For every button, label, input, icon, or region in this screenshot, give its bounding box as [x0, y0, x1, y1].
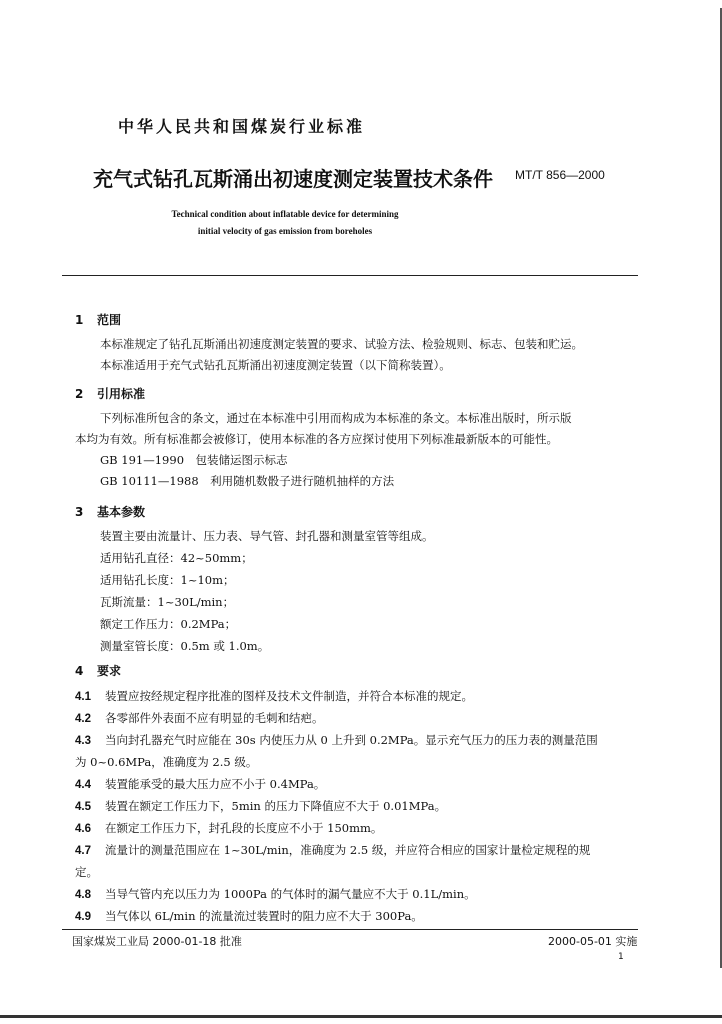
- parameter-line: 瓦斯流量：1~30L/min；: [100, 595, 235, 609]
- clause-text: 装置在额定工作压力下，5min 的压力下降值应不大于 0.01MPa。: [105, 799, 447, 813]
- english-title-line-1: Technical condition about inflatable device for determining: [171, 209, 399, 219]
- clause-number: 4.7: [75, 845, 91, 857]
- requirement-item: [75, 732, 598, 748]
- parameter-line: 适用钻孔直径：42~50mm；: [100, 551, 253, 565]
- clause-number: 4.5: [75, 801, 91, 813]
- section-number: 3: [75, 505, 84, 519]
- section-title: 要求: [97, 664, 122, 678]
- title-divider: [62, 275, 638, 276]
- page-number: 1: [618, 952, 624, 962]
- clause-text: 定。: [75, 865, 98, 879]
- clause-text: 各零部件外表面不应有明显的毛刺和结疤。: [105, 711, 324, 725]
- section-4-heading: [75, 662, 121, 679]
- section-2-paragraph-line-1: 下列标准所包含的条文，通过在本标准中引用而构成为本标准的条文。本标准出版时，所示版: [100, 411, 572, 425]
- requirement-item: [75, 886, 476, 902]
- section-1-heading: [75, 311, 121, 328]
- clause-number: 4.9: [75, 911, 91, 923]
- requirement-item: [75, 776, 325, 792]
- clause-text: 当导气管内充以压力为 1000Pa 的气体时的漏气量应不大于 0.1L/min。: [105, 887, 476, 901]
- parameter-line: 装置主要由流量计、压力表、导气管、封孔器和测量室管等组成。: [100, 529, 434, 543]
- clause-text: 流量计的测量范围应在 1~30L/min，准确度为 2.5 级，并应符合相应的国家计量检定规程的规: [105, 843, 591, 857]
- clause-text: 当气体以 6L/min 的流量流过装置时的阻力应不大于 300Pa。: [105, 909, 423, 923]
- parameter-line: 测量室管长度：0.5m 或 1.0m。: [100, 639, 270, 653]
- requirement-item-continuation: [75, 754, 257, 770]
- clause-text: 装置能承受的最大压力应不小于 0.4MPa。: [105, 777, 326, 791]
- section-2-paragraph-line-2: 本均为有效。所有标准都会被修订，使用本标准的各方应探讨使用下列标准最新版本的可能性。: [75, 432, 558, 446]
- section-number: 1: [75, 313, 84, 327]
- clause-number: 4.8: [75, 889, 91, 901]
- requirement-item-continuation: [75, 864, 98, 880]
- clause-text: 当向封孔器充气时应能在 30s 内使压力从 0 上升到 0.2MPa。显示充气压力的压力表的测量范围: [105, 733, 598, 747]
- reference-standard-1: GB 191—1990 包装储运图示标志: [100, 453, 288, 467]
- clause-text: 为 0~0.6MPa，准确度为 2.5 级。: [75, 755, 258, 769]
- requirement-item: [75, 688, 473, 704]
- clause-number: 4.4: [75, 779, 91, 791]
- section-1-paragraph-2: 本标准适用于充气式钻孔瓦斯涌出初速度测定装置（以下简称装置）。: [100, 358, 451, 372]
- requirement-item: [75, 842, 590, 858]
- scan-edge-bottom: [0, 1015, 722, 1018]
- english-title-line-2: initial velocity of gas emission from boreholes: [197, 226, 373, 236]
- issuing-authority-header: 中华人民共和国煤炭行业标准: [118, 117, 366, 136]
- requirement-item: [75, 710, 324, 726]
- reference-standard-2: GB 10111—1988 利用随机数骰子进行随机抽样的方法: [100, 474, 395, 488]
- clause-text: 装置应按经规定程序批准的图样及技术文件制造，并符合本标准的规定。: [105, 689, 473, 703]
- standard-title: 充气式钻孔瓦斯涌出初速度测定装置技术条件: [93, 167, 493, 191]
- footer-divider: [62, 929, 638, 930]
- clause-number: 4.2: [75, 713, 91, 725]
- section-title: 引用标准: [97, 387, 146, 401]
- section-3-heading: [75, 503, 145, 520]
- standard-code: MT/T 856—2000: [515, 168, 605, 182]
- clause-number: 4.6: [75, 823, 91, 835]
- parameter-line: 额定工作压力：0.2MPa；: [100, 617, 237, 631]
- clause-text: 在额定工作压力下，封孔段的长度应不小于 150mm。: [105, 821, 383, 835]
- parameter-line: 适用钻孔长度：1~10m；: [100, 573, 235, 587]
- requirement-item: [75, 798, 446, 814]
- requirement-item: [75, 820, 382, 836]
- section-number: 4: [75, 664, 84, 678]
- approval-date: 国家煤炭工业局 2000-01-18 批准: [72, 935, 242, 948]
- section-2-heading: [75, 385, 145, 402]
- clause-number: 4.3: [75, 735, 91, 747]
- section-title: 范围: [97, 313, 122, 327]
- requirement-item: [75, 908, 423, 924]
- implementation-date: 2000-05-01 实施: [548, 935, 638, 948]
- clause-number: 4.1: [75, 691, 91, 703]
- section-1-paragraph-1: 本标准规定了钻孔瓦斯涌出初速度测定装置的要求、试验方法、检验规则、标志、包装和贮运。: [100, 337, 583, 351]
- section-title: 基本参数: [97, 505, 146, 519]
- section-number: 2: [75, 387, 84, 401]
